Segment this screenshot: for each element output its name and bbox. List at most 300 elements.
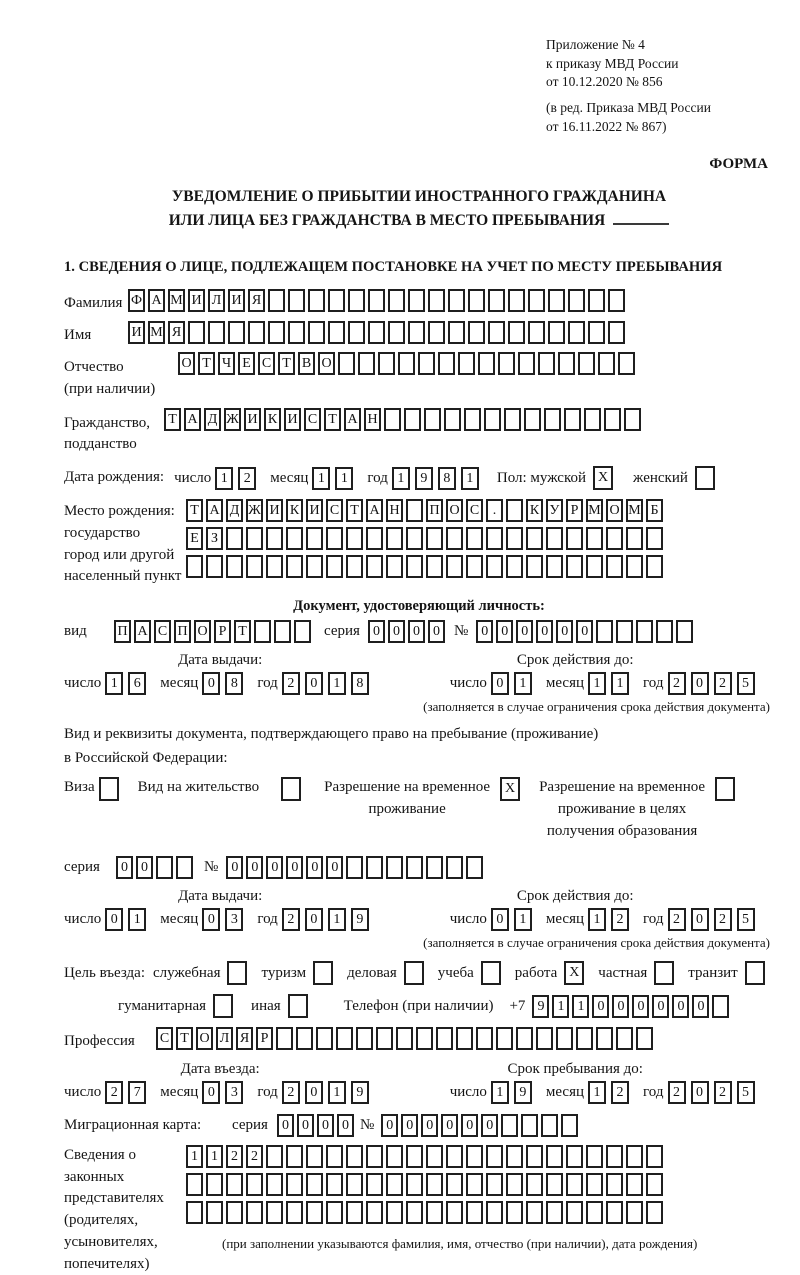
char-box[interactable]: 0 xyxy=(305,908,323,931)
char-box[interactable] xyxy=(576,1027,593,1050)
char-box[interactable] xyxy=(566,1201,583,1224)
char-box[interactable] xyxy=(276,1027,293,1050)
char-box[interactable]: 1 xyxy=(611,672,629,695)
char-box[interactable] xyxy=(488,321,505,344)
char-box[interactable] xyxy=(226,1201,243,1224)
char-box[interactable]: А xyxy=(134,620,151,643)
char-box[interactable] xyxy=(308,321,325,344)
char-box[interactable] xyxy=(294,620,311,643)
char-box[interactable]: О xyxy=(606,499,623,522)
char-box[interactable] xyxy=(588,289,605,312)
char-box[interactable] xyxy=(546,1145,563,1168)
char-box[interactable]: 0 xyxy=(306,856,323,879)
char-box[interactable]: 2 xyxy=(668,908,686,931)
char-box[interactable] xyxy=(208,321,225,344)
char-box[interactable] xyxy=(366,1145,383,1168)
char-box[interactable] xyxy=(521,1114,538,1137)
char-box[interactable] xyxy=(368,289,385,312)
char-box[interactable]: 0 xyxy=(556,620,573,643)
char-box[interactable] xyxy=(376,1027,393,1050)
char-box[interactable] xyxy=(288,289,305,312)
char-box[interactable]: 1 xyxy=(588,1081,606,1104)
char-box[interactable]: 2 xyxy=(246,1145,263,1168)
char-box[interactable] xyxy=(436,1027,453,1050)
char-box[interactable]: Ч xyxy=(218,352,235,375)
char-box[interactable] xyxy=(424,408,441,431)
char-box[interactable]: М xyxy=(626,499,643,522)
char-box[interactable]: И xyxy=(306,499,323,522)
char-box[interactable] xyxy=(306,1145,323,1168)
char-box[interactable]: Ж xyxy=(224,408,241,431)
char-box[interactable]: 0 xyxy=(692,995,709,1018)
temp-residence-education-checkbox[interactable] xyxy=(715,777,738,801)
char-box[interactable]: 0 xyxy=(202,672,220,695)
char-box[interactable] xyxy=(428,321,445,344)
char-box[interactable] xyxy=(468,321,485,344)
char-box[interactable]: 9 xyxy=(351,1081,369,1104)
char-box[interactable] xyxy=(306,1201,323,1224)
char-box[interactable] xyxy=(636,620,653,643)
char-box[interactable]: 0 xyxy=(337,1114,354,1137)
char-box[interactable]: 0 xyxy=(388,620,405,643)
char-box[interactable] xyxy=(246,1201,263,1224)
char-box[interactable]: Я xyxy=(236,1027,253,1050)
char-box[interactable] xyxy=(544,408,561,431)
char-box[interactable] xyxy=(386,1173,403,1196)
char-box[interactable] xyxy=(626,1201,643,1224)
char-box[interactable]: А xyxy=(366,499,383,522)
char-box[interactable] xyxy=(388,289,405,312)
char-box[interactable] xyxy=(506,1201,523,1224)
char-box[interactable]: Т xyxy=(186,499,203,522)
char-box[interactable] xyxy=(206,555,223,578)
char-box[interactable] xyxy=(406,1173,423,1196)
char-box[interactable]: И xyxy=(188,289,205,312)
char-box[interactable]: 2 xyxy=(282,908,300,931)
char-box[interactable]: 1 xyxy=(328,1081,346,1104)
purpose-other-checkbox[interactable] xyxy=(288,994,311,1018)
char-box[interactable]: П xyxy=(114,620,131,643)
char-box[interactable] xyxy=(484,408,501,431)
char-box[interactable]: 0 xyxy=(105,908,123,931)
char-box[interactable] xyxy=(466,555,483,578)
temp-residence-checkbox[interactable] xyxy=(500,777,523,801)
purpose-private-checkbox[interactable] xyxy=(654,961,677,985)
char-box[interactable]: 8 xyxy=(438,467,456,490)
char-box[interactable] xyxy=(446,527,463,550)
char-box[interactable]: 1 xyxy=(491,1081,509,1104)
char-box[interactable]: 0 xyxy=(441,1114,458,1137)
char-box[interactable] xyxy=(288,321,305,344)
char-box[interactable] xyxy=(406,555,423,578)
char-box[interactable] xyxy=(366,555,383,578)
char-box[interactable] xyxy=(156,856,173,879)
char-box[interactable] xyxy=(404,408,421,431)
char-box[interactable] xyxy=(326,527,343,550)
char-box[interactable]: 0 xyxy=(202,1081,220,1104)
char-box[interactable]: 1 xyxy=(186,1145,203,1168)
char-box[interactable] xyxy=(616,620,633,643)
purpose-tourism-checkbox[interactable] xyxy=(313,961,336,985)
char-box[interactable] xyxy=(418,352,435,375)
char-box[interactable] xyxy=(266,1145,283,1168)
char-box[interactable]: И xyxy=(228,289,245,312)
char-box[interactable]: Н xyxy=(364,408,381,431)
char-box[interactable] xyxy=(306,1173,323,1196)
char-box[interactable]: 0 xyxy=(491,908,509,931)
char-box[interactable] xyxy=(466,1145,483,1168)
char-box[interactable]: А xyxy=(206,499,223,522)
char-box[interactable] xyxy=(646,1201,663,1224)
char-box[interactable]: 0 xyxy=(401,1114,418,1137)
char-box[interactable] xyxy=(398,352,415,375)
char-box[interactable]: 5 xyxy=(737,1081,755,1104)
char-box[interactable]: Ж xyxy=(246,499,263,522)
char-box[interactable] xyxy=(446,1173,463,1196)
char-box[interactable]: 2 xyxy=(105,1081,123,1104)
char-box[interactable]: 0 xyxy=(691,672,709,695)
char-box[interactable] xyxy=(526,1173,543,1196)
char-box[interactable] xyxy=(406,499,423,522)
char-box[interactable] xyxy=(426,527,443,550)
char-box[interactable]: 0 xyxy=(428,620,445,643)
char-box[interactable] xyxy=(586,527,603,550)
char-box[interactable] xyxy=(358,352,375,375)
char-box[interactable] xyxy=(608,321,625,344)
char-box[interactable]: 9 xyxy=(532,995,549,1018)
char-box[interactable]: 1 xyxy=(128,908,146,931)
char-box[interactable] xyxy=(606,527,623,550)
char-box[interactable] xyxy=(366,1201,383,1224)
char-box[interactable]: 0 xyxy=(421,1114,438,1137)
char-box[interactable]: Я xyxy=(168,321,185,344)
char-box[interactable] xyxy=(246,527,263,550)
sex-male-checkbox[interactable] xyxy=(593,466,616,490)
char-box[interactable] xyxy=(308,289,325,312)
char-box[interactable] xyxy=(606,1173,623,1196)
char-box[interactable]: Т xyxy=(278,352,295,375)
char-box[interactable]: О xyxy=(178,352,195,375)
char-box[interactable]: З xyxy=(206,527,223,550)
char-box[interactable] xyxy=(486,1201,503,1224)
char-box[interactable]: Ф xyxy=(128,289,145,312)
char-box[interactable] xyxy=(466,527,483,550)
char-box[interactable] xyxy=(426,555,443,578)
char-box[interactable] xyxy=(388,321,405,344)
char-box[interactable] xyxy=(346,1145,363,1168)
char-box[interactable] xyxy=(226,555,243,578)
char-box[interactable] xyxy=(386,555,403,578)
char-box[interactable] xyxy=(254,620,271,643)
char-box[interactable]: 0 xyxy=(277,1114,294,1137)
char-box[interactable] xyxy=(606,1145,623,1168)
char-box[interactable] xyxy=(186,1201,203,1224)
char-box[interactable]: 1 xyxy=(514,672,532,695)
char-box[interactable]: 2 xyxy=(668,672,686,695)
char-box[interactable]: 5 xyxy=(737,672,755,695)
char-box[interactable]: 0 xyxy=(632,995,649,1018)
char-box[interactable] xyxy=(328,289,345,312)
char-box[interactable]: К xyxy=(286,499,303,522)
char-box[interactable] xyxy=(556,1027,573,1050)
char-box[interactable] xyxy=(526,527,543,550)
char-box[interactable]: 0 xyxy=(317,1114,334,1137)
char-box[interactable]: 1 xyxy=(588,672,606,695)
char-box[interactable] xyxy=(486,555,503,578)
char-box[interactable] xyxy=(286,1201,303,1224)
char-box[interactable] xyxy=(624,408,641,431)
char-box[interactable] xyxy=(478,352,495,375)
char-box[interactable] xyxy=(604,408,621,431)
char-box[interactable]: 0 xyxy=(516,620,533,643)
char-box[interactable]: Л xyxy=(216,1027,233,1050)
char-box[interactable] xyxy=(508,321,525,344)
char-box[interactable]: 2 xyxy=(611,908,629,931)
char-box[interactable] xyxy=(546,1173,563,1196)
char-box[interactable] xyxy=(646,1145,663,1168)
char-box[interactable]: 1 xyxy=(105,672,123,695)
char-box[interactable]: 1 xyxy=(588,908,606,931)
char-box[interactable] xyxy=(386,856,403,879)
residence-permit-checkbox[interactable] xyxy=(281,777,304,801)
char-box[interactable]: 0 xyxy=(297,1114,314,1137)
char-box[interactable]: Т xyxy=(346,499,363,522)
char-box[interactable]: И xyxy=(284,408,301,431)
char-box[interactable]: 0 xyxy=(305,672,323,695)
char-box[interactable]: 1 xyxy=(552,995,569,1018)
char-box[interactable] xyxy=(596,620,613,643)
char-box[interactable] xyxy=(608,289,625,312)
char-box[interactable] xyxy=(328,321,345,344)
char-box[interactable] xyxy=(286,555,303,578)
char-box[interactable] xyxy=(548,321,565,344)
char-box[interactable]: С xyxy=(304,408,321,431)
char-box[interactable] xyxy=(346,856,363,879)
char-box[interactable] xyxy=(506,1145,523,1168)
char-box[interactable]: 0 xyxy=(408,620,425,643)
sex-female-checkbox[interactable] xyxy=(695,466,718,490)
char-box[interactable] xyxy=(506,499,523,522)
char-box[interactable] xyxy=(286,527,303,550)
char-box[interactable] xyxy=(561,1114,578,1137)
char-box[interactable]: М xyxy=(148,321,165,344)
char-box[interactable] xyxy=(426,1201,443,1224)
char-box[interactable]: 5 xyxy=(737,908,755,931)
char-box[interactable] xyxy=(584,408,601,431)
char-box[interactable] xyxy=(366,856,383,879)
char-box[interactable]: О xyxy=(194,620,211,643)
char-box[interactable] xyxy=(356,1027,373,1050)
char-box[interactable]: А xyxy=(344,408,361,431)
char-box[interactable]: 1 xyxy=(514,908,532,931)
char-box[interactable] xyxy=(568,321,585,344)
char-box[interactable]: 0 xyxy=(368,620,385,643)
char-box[interactable]: М xyxy=(586,499,603,522)
char-box[interactable] xyxy=(268,289,285,312)
char-box[interactable] xyxy=(406,1201,423,1224)
char-box[interactable]: 0 xyxy=(381,1114,398,1137)
char-box[interactable]: 2 xyxy=(282,1081,300,1104)
char-box[interactable]: Л xyxy=(208,289,225,312)
char-box[interactable]: Р xyxy=(566,499,583,522)
char-box[interactable]: Т xyxy=(176,1027,193,1050)
char-box[interactable] xyxy=(466,1173,483,1196)
char-box[interactable] xyxy=(408,321,425,344)
char-box[interactable]: Б xyxy=(646,499,663,522)
char-box[interactable] xyxy=(384,408,401,431)
char-box[interactable] xyxy=(306,555,323,578)
char-box[interactable] xyxy=(536,1027,553,1050)
char-box[interactable]: Т xyxy=(164,408,181,431)
char-box[interactable]: 2 xyxy=(238,467,256,490)
char-box[interactable] xyxy=(266,1173,283,1196)
char-box[interactable]: Е xyxy=(238,352,255,375)
char-box[interactable] xyxy=(426,856,443,879)
char-box[interactable]: 1 xyxy=(215,467,233,490)
char-box[interactable] xyxy=(348,289,365,312)
char-box[interactable]: И xyxy=(128,321,145,344)
char-box[interactable] xyxy=(486,1173,503,1196)
char-box[interactable] xyxy=(346,1173,363,1196)
char-box[interactable] xyxy=(206,1173,223,1196)
char-box[interactable] xyxy=(366,1173,383,1196)
char-box[interactable] xyxy=(656,620,673,643)
char-box[interactable] xyxy=(468,289,485,312)
char-box[interactable] xyxy=(456,1027,473,1050)
char-box[interactable] xyxy=(188,321,205,344)
char-box[interactable]: 9 xyxy=(415,467,433,490)
char-box[interactable] xyxy=(516,1027,533,1050)
char-box[interactable] xyxy=(506,555,523,578)
char-box[interactable] xyxy=(606,555,623,578)
char-box[interactable] xyxy=(596,1027,613,1050)
char-box[interactable] xyxy=(598,352,615,375)
char-box[interactable]: О xyxy=(446,499,463,522)
char-box[interactable]: 7 xyxy=(128,1081,146,1104)
char-box[interactable]: 0 xyxy=(326,856,343,879)
char-box[interactable] xyxy=(526,1145,543,1168)
char-box[interactable] xyxy=(616,1027,633,1050)
char-box[interactable] xyxy=(588,321,605,344)
char-box[interactable]: С xyxy=(466,499,483,522)
char-box[interactable] xyxy=(406,1145,423,1168)
char-box[interactable] xyxy=(408,289,425,312)
char-box[interactable]: 1 xyxy=(312,467,330,490)
char-box[interactable]: А xyxy=(148,289,165,312)
char-box[interactable] xyxy=(438,352,455,375)
char-box[interactable] xyxy=(566,555,583,578)
char-box[interactable] xyxy=(406,527,423,550)
char-box[interactable] xyxy=(548,289,565,312)
char-box[interactable]: К xyxy=(526,499,543,522)
char-box[interactable] xyxy=(268,321,285,344)
char-box[interactable]: И xyxy=(244,408,261,431)
char-box[interactable]: 0 xyxy=(286,856,303,879)
char-box[interactable] xyxy=(546,1201,563,1224)
char-box[interactable]: 2 xyxy=(714,672,732,695)
char-box[interactable] xyxy=(466,1201,483,1224)
char-box[interactable] xyxy=(326,1145,343,1168)
char-box[interactable] xyxy=(646,527,663,550)
char-box[interactable] xyxy=(564,408,581,431)
char-box[interactable]: А xyxy=(184,408,201,431)
char-box[interactable] xyxy=(406,856,423,879)
char-box[interactable] xyxy=(226,1173,243,1196)
char-box[interactable] xyxy=(508,289,525,312)
char-box[interactable] xyxy=(464,408,481,431)
char-box[interactable] xyxy=(486,1145,503,1168)
char-box[interactable] xyxy=(636,1027,653,1050)
char-box[interactable] xyxy=(566,527,583,550)
char-box[interactable]: 0 xyxy=(672,995,689,1018)
char-box[interactable]: 2 xyxy=(611,1081,629,1104)
char-box[interactable] xyxy=(386,1145,403,1168)
char-box[interactable]: 3 xyxy=(225,1081,243,1104)
char-box[interactable]: К xyxy=(264,408,281,431)
char-box[interactable] xyxy=(448,321,465,344)
char-box[interactable] xyxy=(586,1145,603,1168)
char-box[interactable]: Д xyxy=(204,408,221,431)
char-box[interactable] xyxy=(338,352,355,375)
char-box[interactable] xyxy=(518,352,535,375)
char-box[interactable]: 2 xyxy=(714,1081,732,1104)
char-box[interactable] xyxy=(528,289,545,312)
char-box[interactable]: 0 xyxy=(476,620,493,643)
char-box[interactable]: 1 xyxy=(392,467,410,490)
char-box[interactable]: 9 xyxy=(351,908,369,931)
char-box[interactable]: П xyxy=(174,620,191,643)
char-box[interactable]: 0 xyxy=(612,995,629,1018)
char-box[interactable]: 2 xyxy=(282,672,300,695)
char-box[interactable]: С xyxy=(156,1027,173,1050)
char-box[interactable] xyxy=(428,289,445,312)
char-box[interactable]: 0 xyxy=(202,908,220,931)
char-box[interactable] xyxy=(296,1027,313,1050)
char-box[interactable]: Т xyxy=(198,352,215,375)
char-box[interactable]: 1 xyxy=(461,467,479,490)
char-box[interactable]: 0 xyxy=(266,856,283,879)
char-box[interactable]: Т xyxy=(324,408,341,431)
char-box[interactable]: 1 xyxy=(335,467,353,490)
char-box[interactable]: 0 xyxy=(481,1114,498,1137)
char-box[interactable] xyxy=(266,555,283,578)
char-box[interactable]: 0 xyxy=(461,1114,478,1137)
char-box[interactable]: 0 xyxy=(491,672,509,695)
char-box[interactable]: 8 xyxy=(351,672,369,695)
char-box[interactable]: 1 xyxy=(572,995,589,1018)
char-box[interactable] xyxy=(526,555,543,578)
char-box[interactable]: В xyxy=(298,352,315,375)
char-box[interactable] xyxy=(646,555,663,578)
char-box[interactable]: 1 xyxy=(328,672,346,695)
char-box[interactable] xyxy=(368,321,385,344)
char-box[interactable]: . xyxy=(486,499,503,522)
char-box[interactable]: М xyxy=(168,289,185,312)
char-box[interactable] xyxy=(446,1201,463,1224)
char-box[interactable]: И xyxy=(266,499,283,522)
char-box[interactable]: 2 xyxy=(226,1145,243,1168)
char-box[interactable]: 3 xyxy=(225,908,243,931)
char-box[interactable]: 0 xyxy=(136,856,153,879)
char-box[interactable] xyxy=(558,352,575,375)
char-box[interactable]: 0 xyxy=(246,856,263,879)
char-box[interactable] xyxy=(538,352,555,375)
char-box[interactable] xyxy=(606,1201,623,1224)
char-box[interactable] xyxy=(626,527,643,550)
char-box[interactable]: 6 xyxy=(128,672,146,695)
char-box[interactable] xyxy=(586,555,603,578)
char-box[interactable] xyxy=(336,1027,353,1050)
